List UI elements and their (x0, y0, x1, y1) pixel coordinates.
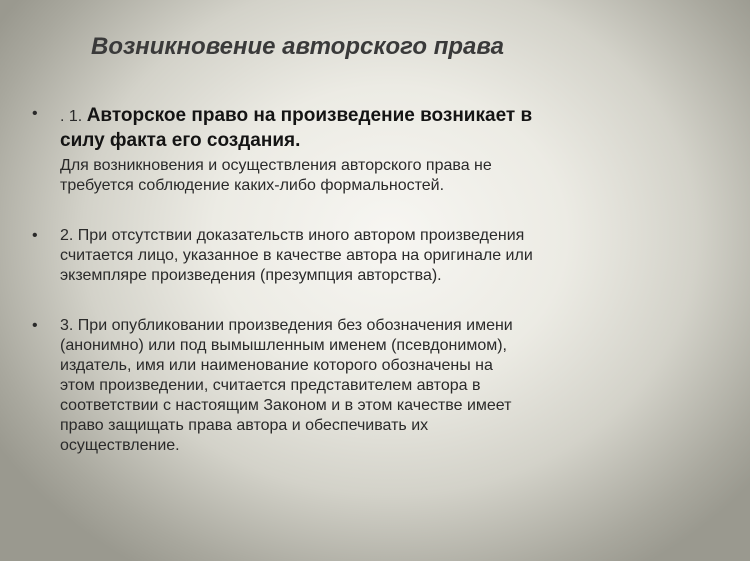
bullet-2-line-1: 2. При отсутствии доказательств иного автором произведения (60, 227, 525, 244)
bullet-dot-icon: • (32, 317, 38, 334)
bullet-1-subtext-line-1: Для возникновения и осуществления авторского права не (60, 157, 492, 174)
bullet-item-1 (32, 104, 632, 196)
bullet-item-2 (32, 226, 632, 286)
slide-title: Возникновение авторского права (91, 33, 504, 60)
bullet-1-heading (60, 104, 632, 129)
bullet-2-text (60, 226, 632, 286)
bullet-3-line-2: (анонимно) или под вымышленным именем (псевдонимом), (60, 337, 507, 354)
bullet-item-3 (32, 316, 632, 456)
bullet-1-subtext-line-2: требуется соблюдение каких-либо формальностей. (60, 177, 445, 194)
bullet-list (32, 104, 632, 456)
bullet-2-line-2: считается лицо, указанное в качестве автора на оригинале или (60, 247, 533, 264)
bullet-dot-icon: • (32, 227, 38, 244)
bullet-3-text (60, 316, 632, 456)
bullet-2-line-3: экземпляре произведения (презумпция авторства). (60, 267, 442, 284)
bullet-3-line-3: издатель, имя или наименование которого обозначены на (60, 357, 493, 374)
bullet-3-line-4: этом произведении, считается представителем автора в (60, 377, 481, 394)
bullet-1-emphasis-line-1: Авторское право на произведение возникает в (86, 105, 533, 126)
bullet-1-emphasis-line-2: силу факта его создания. (60, 130, 301, 151)
bullet-1-subtext (60, 156, 632, 196)
bullet-3-line-7: осуществление. (60, 437, 180, 454)
bullet-3-line-6: право защищать права автора и обеспечивать их (60, 417, 429, 434)
bullet-3-line-1: 3. При опубликовании произведения без обозначения имени (60, 317, 513, 334)
bullet-dot-icon: • (32, 105, 38, 122)
bullet-3-line-5: соответствии с настоящим Законом и в этом качестве имеет (60, 397, 512, 414)
bullet-1-number: . 1. (60, 108, 83, 125)
